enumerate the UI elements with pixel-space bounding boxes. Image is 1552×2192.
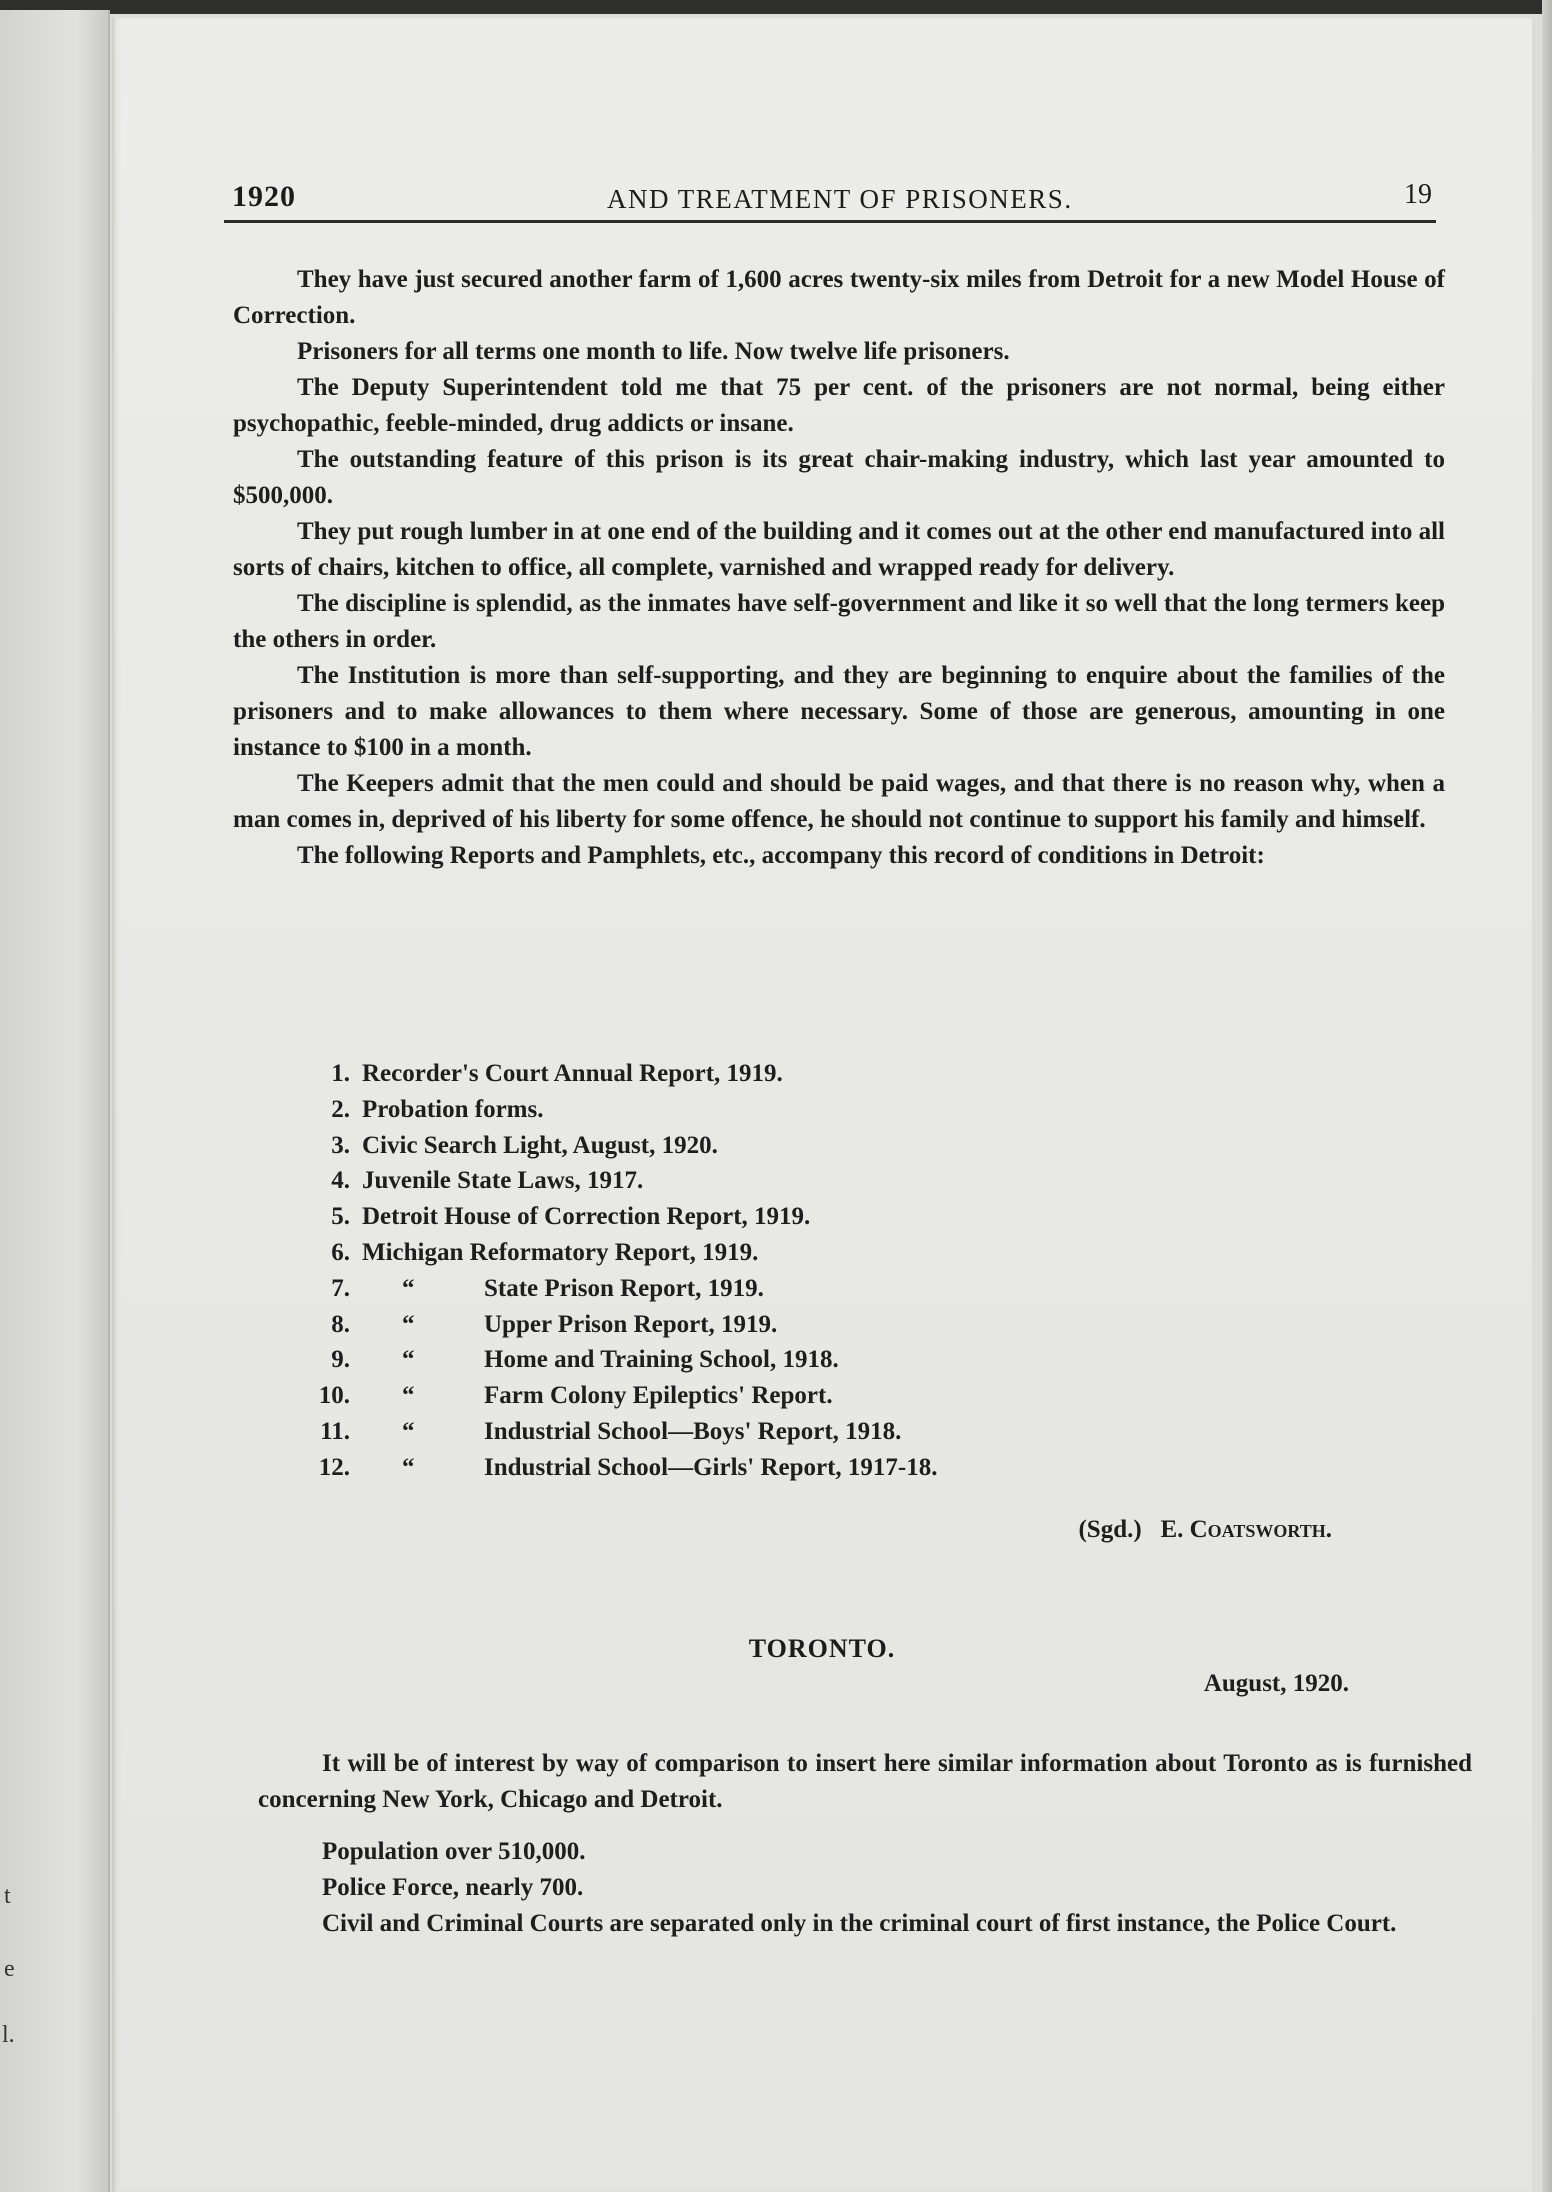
header-rule: [224, 220, 1436, 223]
paragraph: The Keepers admit that the men could and should be paid wages, and that there is no reason why, when a man comes in, deprived of his liberty for some offence, he should not continue to support his family and himself.: [233, 770, 1445, 833]
paragraph: They put rough lumber in at one end of the building and it comes out at the other end manufactured into all sorts of chairs, kitchen to office, all complete, varnished and wrapped ready for delivery.: [233, 518, 1445, 581]
scan-top-edge: [0, 0, 1552, 14]
document-page: [112, 18, 1532, 2192]
paragraph: Population over 510,000.: [322, 1838, 586, 1865]
signature-prefix: (Sgd.): [1078, 1516, 1142, 1543]
paragraph: Civil and Criminal Courts are separated only in the criminal court of first instance, the Police Court.: [322, 1910, 1397, 1937]
list-item: [302, 1163, 1202, 1199]
list-text: Probation forms.: [362, 1095, 544, 1123]
ditto-mark: “: [402, 1310, 415, 1338]
list-number: 1.: [331, 1060, 350, 1087]
paragraph: The Deputy Superintendent told me that 75 per cent. of the prisoners are not normal, being either psychopathic, feeble-minded, drug addicts or insane.: [233, 374, 1445, 437]
paragraph: It will be of interest by way of comparison to insert here similar information about Toronto as is furnished concerning New York, Chicago and Detroit.: [258, 1750, 1472, 1813]
toronto-body-text: [258, 1746, 1472, 1942]
list-number: 7.: [331, 1274, 350, 1302]
list-item: [302, 1092, 1202, 1128]
list-text: Farm Colony Epileptics' Report.: [484, 1382, 833, 1410]
margin-fragment: t: [4, 1883, 11, 1909]
list-number: 12.: [318, 1453, 350, 1481]
ditto-mark: “: [402, 1453, 415, 1481]
paragraph: Prisoners for all terms one month to life. Now twelve life prisoners.: [297, 338, 1010, 365]
list-text: Industrial School—Boys' Report, 1918.: [484, 1417, 902, 1445]
list-number: 2.: [331, 1095, 350, 1123]
signature: [1078, 1516, 1332, 1544]
list-number: 9.: [331, 1346, 350, 1374]
ditto-mark: “: [402, 1417, 415, 1445]
list-item: [302, 1307, 1202, 1343]
margin-fragment: e: [4, 1956, 15, 1982]
list-item: [302, 1199, 1202, 1235]
list-text: Juvenile State Laws, 1917.: [362, 1167, 644, 1195]
list-number: 6.: [331, 1238, 350, 1266]
list-text: Industrial School—Girls' Report, 1917-18.: [484, 1453, 938, 1481]
page-number: 19: [1404, 179, 1432, 210]
list-number: 5.: [331, 1203, 350, 1231]
header-title: AND TREATMENT OF PRISONERS.: [607, 184, 1073, 214]
list-item: [302, 1056, 1202, 1092]
scan-right-edge: [1542, 0, 1552, 2192]
list-text: Home and Training School, 1918.: [484, 1346, 839, 1374]
list-item: [302, 1342, 1202, 1378]
list-number: 11.: [320, 1417, 350, 1445]
list-number: 4.: [331, 1167, 350, 1195]
paragraph: They have just secured another farm of 1,600 acres twenty-six miles from Detroit for a new Model House of Correction.: [233, 266, 1445, 329]
paragraph: The outstanding feature of this prison is its great chair-making industry, which last year amounted to $500,000.: [233, 446, 1445, 509]
running-header: [232, 158, 1432, 218]
list-text: State Prison Report, 1919.: [484, 1274, 764, 1302]
header-year: 1920: [232, 180, 296, 213]
list-item: [302, 1235, 1202, 1271]
left-facing-page: [0, 10, 110, 2192]
paragraph: Police Force, nearly 700.: [322, 1874, 584, 1901]
list-item: [302, 1414, 1202, 1450]
list-text: Civic Search Light, August, 1920.: [362, 1131, 718, 1159]
list-text: Detroit House of Correction Report, 1919.: [362, 1203, 811, 1231]
section-date: August, 1920.: [1203, 1670, 1349, 1697]
section-heading: TORONTO.: [748, 1634, 896, 1663]
list-number: 3.: [331, 1131, 350, 1159]
reports-list: [302, 1056, 1202, 1486]
paragraph: The discipline is splendid, as the inmates have self-government and like it so well that the long termers keep the others in order.: [233, 590, 1445, 653]
list-text: Upper Prison Report, 1919.: [484, 1310, 778, 1338]
detroit-body-text: [233, 262, 1445, 874]
list-item: [302, 1378, 1202, 1414]
list-number: 8.: [331, 1310, 350, 1338]
paragraph: The following Reports and Pamphlets, etc., accompany this record of conditions in Detroit:: [297, 842, 1265, 869]
margin-fragment: l.: [2, 2022, 15, 2048]
ditto-mark: “: [402, 1346, 415, 1374]
list-text: Michigan Reformatory Report, 1919.: [362, 1238, 759, 1266]
list-number: 10.: [318, 1382, 350, 1410]
signature-name: E. Coatsworth.: [1160, 1516, 1332, 1543]
list-text: Recorder's Court Annual Report, 1919.: [362, 1060, 783, 1087]
ditto-mark: “: [402, 1274, 415, 1302]
list-item: [302, 1128, 1202, 1164]
list-item: [302, 1271, 1202, 1307]
ditto-mark: “: [402, 1382, 415, 1410]
list-item: [302, 1450, 1202, 1486]
paragraph: The Institution is more than self-supporting, and they are beginning to enquire about the families of the prisoners and to make allowances to them where necessary. Some of those are generous, amounting in one instance to $100 in a month.: [233, 662, 1445, 761]
